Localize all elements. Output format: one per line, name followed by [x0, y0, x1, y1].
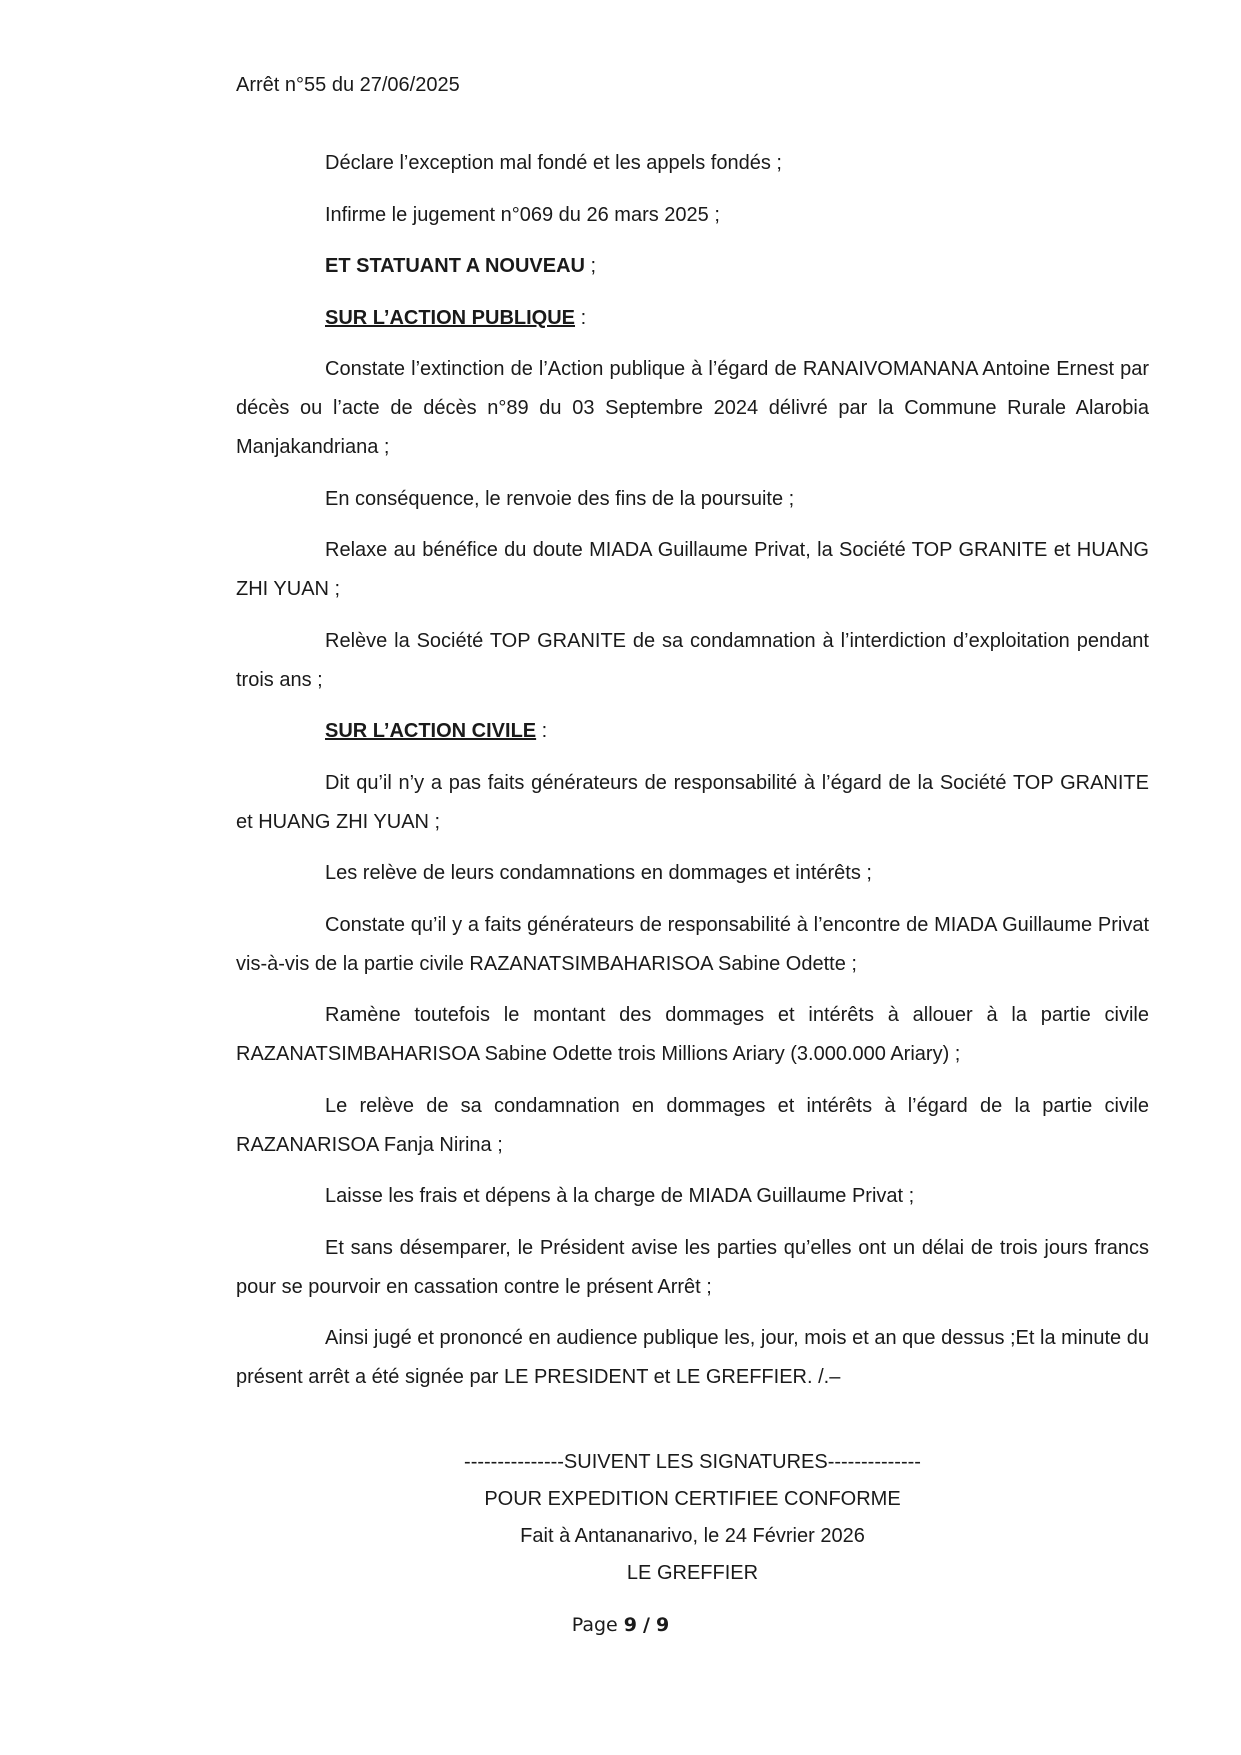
paragraph-cassation: Et sans désemparer, le Président avise les parties qu’elles ont un délai de trois jours francs pour se pourvoir en cassation contre le présent Arrêt ; — [236, 1236, 1149, 1298]
document-header: Arrêt n°55 du 27/06/2025 — [236, 74, 460, 96]
section-heading-suffix: : — [536, 720, 548, 742]
section-heading: SUR L’ACTION PUBLIQUE — [325, 306, 576, 329]
page-current: 9 — [623, 1614, 637, 1636]
page-label: Page — [571, 1614, 618, 1636]
paragraph-ainsi-juge: Ainsi jugé et prononcé en audience publique les, jour, mois et an que dessus ;Et la minute du présent arrêt a été signée par LE PRESIDENT et LE GREFFIER. /.– — [236, 1327, 1149, 1388]
signatures-line: ---------------SUIVENT LES SIGNATURES-------------- — [464, 1451, 921, 1473]
section-statuant — [236, 247, 1149, 286]
section-action-civile — [236, 712, 1149, 751]
page-number — [0, 1614, 1241, 1636]
certification-line: POUR EXPEDITION CERTIFIEE CONFORME — [484, 1488, 901, 1510]
document-body — [236, 144, 1149, 1410]
section-heading: SUR L’ACTION CIVILE — [325, 720, 537, 742]
place-date-line: Fait à Antananarivo, le 24 Février 2026 — [520, 1525, 865, 1547]
page-separator: / — [643, 1614, 650, 1636]
paragraph-infirme: Infirme le jugement n°069 du 26 mars 2025 ; — [325, 203, 720, 226]
section-heading: ET STATUANT A NOUVEAU — [325, 255, 585, 277]
section-heading-suffix: : — [575, 306, 587, 329]
section-action-publique — [236, 299, 1149, 338]
signatory-line: LE GREFFIER — [626, 1562, 759, 1584]
section-heading-suffix: ; — [585, 255, 597, 277]
paragraph-extinction: Constate l’extinction de l’Action publique à l’égard de RANAIVOMANANA Antoine Ernest par décès ou l’acte de décès n°89 du 03 Septembre 2024 délivré par la Commune Rurale Alarobia Manjakandriana ; — [236, 358, 1149, 458]
paragraph-ramene: Ramène toutefois le montant des dommages et intérêts à allouer à la partie civile RAZANATSIMBAHARISOA Sabine Odette trois Millions Ariary (3.000.000 Ariary) ; — [236, 1004, 1149, 1065]
paragraph-relaxe: Relaxe au bénéfice du doute MIADA Guillaume Privat, la Société TOP GRANITE et HUANG ZHI YUAN ; — [236, 539, 1149, 600]
paragraph-frais: Laisse les frais et dépens à la charge de MIADA Guillaume Privat ; — [325, 1185, 915, 1207]
paragraph-releve-societe: Relève la Société TOP GRANITE de sa condamnation à l’interdiction d’exploitation pendant trois ans ; — [236, 629, 1149, 691]
paragraph-le-releve: Le relève de sa condamnation en dommages et intérêts à l’égard de la partie civile RAZANARISOA Fanja Nirina ; — [236, 1094, 1149, 1156]
page-total: 9 — [656, 1614, 670, 1636]
paragraph-renvoie: En conséquence, le renvoie des fins de la poursuite ; — [325, 487, 795, 510]
paragraph-constate: Constate qu’il y a faits générateurs de responsabilité à l’encontre de MIADA Guillaume Privat vis-à-vis de la partie civile RAZANATSIMBAHARISOA Sabine Odette ; — [236, 913, 1149, 975]
paragraph-dit: Dit qu’il n’y a pas faits générateurs de responsabilité à l’égard de la Société TOP GRANITE et HUANG ZHI YUAN ; — [236, 771, 1149, 833]
document-footer — [236, 1444, 1149, 1592]
paragraph-exception: Déclare l’exception mal fondé et les appels fondés ; — [325, 152, 782, 174]
paragraph-les-releve: Les relève de leurs condamnations en dommages et intérêts ; — [325, 862, 872, 884]
